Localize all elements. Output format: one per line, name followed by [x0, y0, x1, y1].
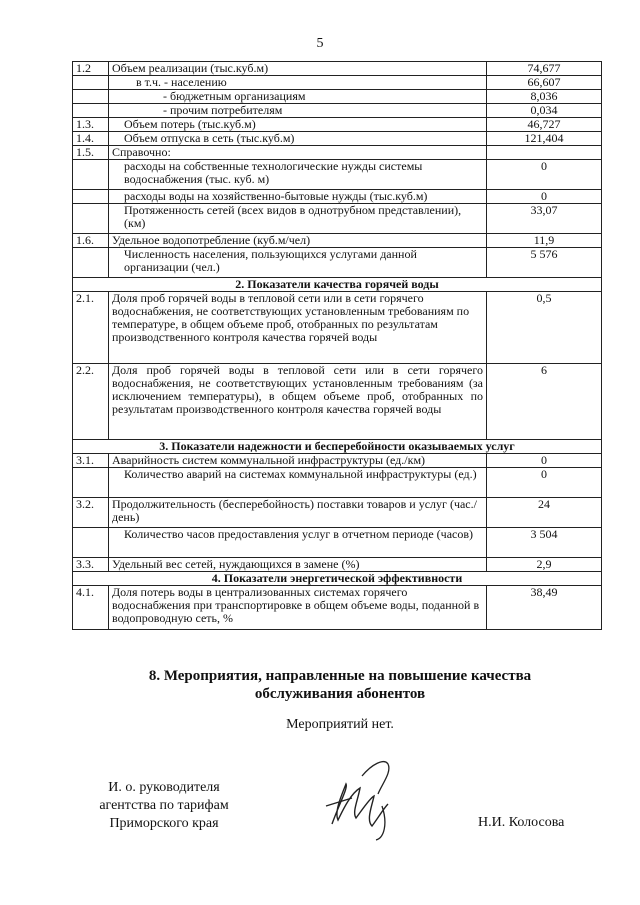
row-value: 6	[487, 364, 602, 440]
row-number: 1.6.	[73, 234, 109, 248]
row-value: 0	[487, 454, 602, 468]
row-value: 74,677	[487, 62, 602, 76]
signer-title-line3: Приморского края	[109, 816, 219, 831]
row-value: 0	[487, 160, 602, 190]
table-row	[73, 160, 602, 190]
row-description: Удельный вес сетей, нуждающихся в замене (%)	[109, 558, 487, 572]
signer-title-line1: И. о. руководителя	[108, 780, 220, 795]
row-value: 24	[487, 498, 602, 528]
row-number	[73, 76, 109, 90]
table-row	[73, 90, 602, 104]
row-description: Продолжительность (бесперебойность) поставки товаров и услуг (час./день)	[109, 498, 487, 528]
row-number	[73, 190, 109, 204]
row-value: 33,07	[487, 204, 602, 234]
table-row	[73, 454, 602, 468]
table-row	[73, 528, 602, 558]
section-header-row	[73, 440, 602, 454]
table-row	[73, 190, 602, 204]
table-row	[73, 204, 602, 234]
row-number	[73, 528, 109, 558]
row-description: Численность населения, пользующихся услугами данной организации (чел.)	[109, 248, 487, 278]
row-description: расходы на собственные технологические нужды системы водоснабжения (тыс. куб. м)	[109, 160, 487, 190]
signer-title	[84, 779, 244, 833]
row-number	[73, 248, 109, 278]
row-number: 1.3.	[73, 118, 109, 132]
row-number: 3.2.	[73, 498, 109, 528]
row-number	[73, 104, 109, 118]
table-row	[73, 292, 602, 364]
row-value: 66,607	[487, 76, 602, 90]
row-value: 8,036	[487, 90, 602, 104]
row-value: 5 576	[487, 248, 602, 278]
row-value: 46,727	[487, 118, 602, 132]
row-value: 0,034	[487, 104, 602, 118]
row-description: Доля проб горячей воды в тепловой сети или в сети горячего водоснабжения, не соответствующих установленным требованиям (за исключением температуры), в общем объеме проб, отобранных по результатам производственного контроля качества горячей воды	[109, 364, 487, 440]
section-header-row	[73, 572, 602, 586]
row-value: 11,9	[487, 234, 602, 248]
table-row	[73, 76, 602, 90]
row-number	[73, 160, 109, 190]
row-description: Доля проб горячей воды в тепловой сети или в сети горячего водоснабжения, не соответствующих установленным требованиям по температуре, в общем объеме проб, отобранных по результатам производственного контроля качества горячей воды	[109, 292, 487, 364]
row-description: Количество часов предоставления услуг в отчетном периоде (часов)	[109, 528, 487, 558]
row-value: 38,49	[487, 586, 602, 630]
row-description: Справочно:	[109, 146, 487, 160]
row-value	[487, 146, 602, 160]
row-number: 1.4.	[73, 132, 109, 146]
table-row	[73, 234, 602, 248]
table-row	[73, 558, 602, 572]
section-8-heading-line1: 8. Мероприятия, направленные на повышение качества	[148, 668, 532, 684]
table-row	[73, 498, 602, 528]
section-8-heading-line2: обслуживания абонентов	[254, 686, 426, 702]
row-number: 3.1.	[73, 454, 109, 468]
table-row	[73, 146, 602, 160]
row-number: 1.5.	[73, 146, 109, 160]
row-number	[73, 468, 109, 498]
section-title: 3. Показатели надежности и бесперебойности оказываемых услуг	[73, 440, 602, 454]
table-row	[73, 364, 602, 440]
table-row	[73, 586, 602, 630]
table-row	[73, 468, 602, 498]
row-description: Доля потерь воды в централизованных системах горячего водоснабжения при транспортировке в общем объеме воды, поданной в водопроводную сеть, %	[109, 586, 487, 630]
row-description: Объем реализации (тыс.куб.м)	[109, 62, 487, 76]
handwritten-signature	[322, 754, 412, 846]
section-header-row	[73, 278, 602, 292]
measures-note: Мероприятий нет.	[286, 717, 394, 732]
row-number	[73, 204, 109, 234]
signer-name: Н.И. Колосова	[478, 815, 565, 830]
row-description: Количество аварий на системах коммунальной инфраструктуры (ед.)	[109, 468, 487, 498]
table-row	[73, 248, 602, 278]
section-8-heading	[0, 667, 640, 703]
row-description: Удельное водопотребление (куб.м/чел)	[109, 234, 487, 248]
row-description: Аварийность систем коммунальной инфраструктуры (ед./км)	[109, 454, 487, 468]
row-value: 0	[487, 468, 602, 498]
row-description: Объем потерь (тыс.куб.м)	[109, 118, 487, 132]
row-description: - прочим потребителям	[109, 104, 487, 118]
row-value: 121,404	[487, 132, 602, 146]
section-title: 4. Показатели энергетической эффективности	[73, 572, 602, 586]
row-number: 4.1.	[73, 586, 109, 630]
row-value: 2,9	[487, 558, 602, 572]
indicators-table-body	[73, 62, 602, 630]
row-value: 3 504	[487, 528, 602, 558]
table-row	[73, 62, 602, 76]
table-row	[73, 104, 602, 118]
row-description: Протяженность сетей (всех видов в однотрубном представлении), (км)	[109, 204, 487, 234]
row-number: 2.1.	[73, 292, 109, 364]
row-value: 0,5	[487, 292, 602, 364]
row-number: 3.3.	[73, 558, 109, 572]
section-title: 2. Показатели качества горячей воды	[73, 278, 602, 292]
row-number	[73, 90, 109, 104]
indicators-table	[72, 61, 602, 630]
signer-title-line2: агентства по тарифам	[99, 798, 229, 813]
row-description: Объем отпуска в сеть (тыс.куб.м)	[109, 132, 487, 146]
table-row	[73, 118, 602, 132]
table-row	[73, 132, 602, 146]
row-description: - бюджетным организациям	[109, 90, 487, 104]
row-number: 2.2.	[73, 364, 109, 440]
row-number: 1.2	[73, 62, 109, 76]
row-value: 0	[487, 190, 602, 204]
page-number: 5	[316, 36, 324, 51]
row-description: в т.ч. - населению	[109, 76, 487, 90]
row-description: расходы воды на хозяйственно-бытовые нужды (тыс.куб.м)	[109, 190, 487, 204]
